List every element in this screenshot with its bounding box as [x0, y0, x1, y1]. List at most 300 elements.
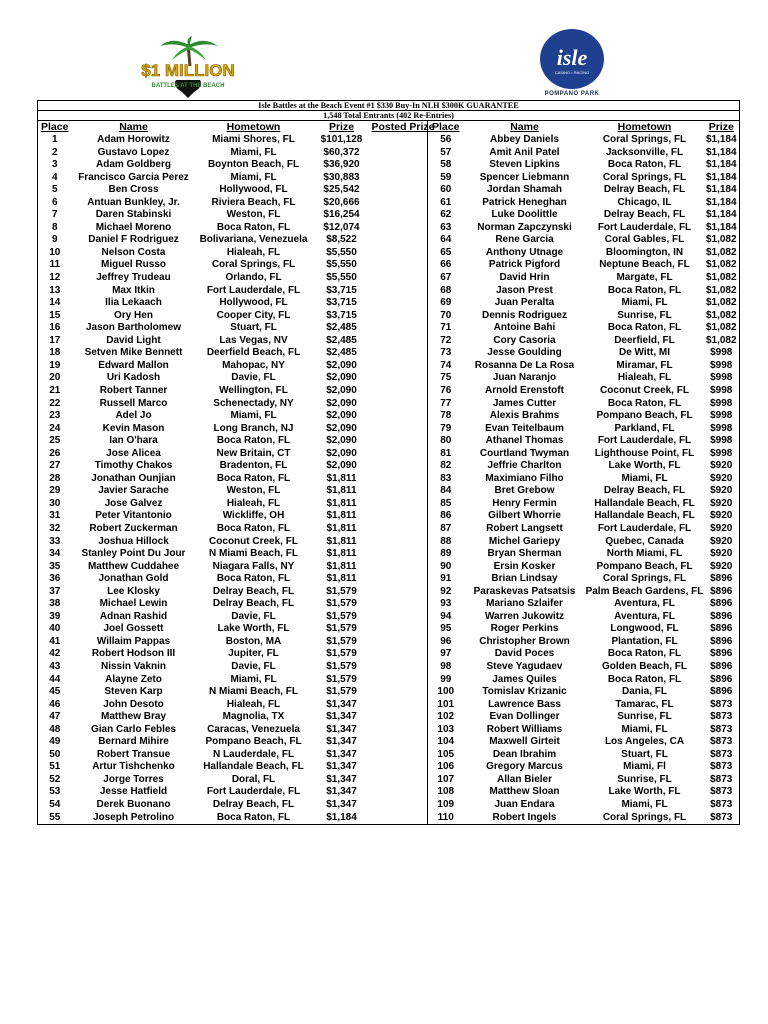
left-place: 4: [38, 172, 72, 185]
table-row: [38, 586, 740, 599]
table-row: [38, 322, 740, 335]
table-row: [38, 259, 740, 272]
right-prize: $920: [704, 473, 740, 486]
right-prize: $896: [704, 598, 740, 611]
left-name: Steven Karp: [104, 686, 163, 698]
left-name: Uri Kadosh: [106, 372, 161, 384]
left-posted-prize: [372, 259, 428, 272]
right-name: Courtland Twyman: [479, 447, 570, 459]
left-posted-prize: [372, 711, 428, 724]
left-prize: $1,579: [326, 585, 357, 597]
left-hometown: Delray Beach, FL: [212, 799, 295, 810]
left-name: Artur Tishchenko: [92, 761, 175, 773]
left-name: Russell Marco: [99, 397, 168, 409]
left-hometown: Bolivariana, Venezuela: [199, 234, 308, 246]
right-hometown: Boca Raton, FL: [607, 159, 682, 171]
left-posted-prize: [372, 335, 428, 348]
left-posted-prize: [372, 247, 428, 260]
isle-location: POMPANO PARK: [544, 91, 600, 97]
left-name: Ilia Lekaach: [105, 297, 162, 309]
table-row: [38, 686, 740, 699]
right-name: Maximiano Filho: [485, 472, 564, 484]
right-name: Mariano Szlaifer: [486, 598, 563, 610]
right-place: 90: [440, 560, 452, 572]
left-prize: $101,128: [320, 134, 363, 146]
left-prize: $5,550: [326, 272, 357, 284]
left-hometown: Miami, FL: [230, 673, 277, 685]
left-posted-prize: [372, 410, 428, 423]
table-row: [38, 661, 740, 674]
right-hometown: Pompano Beach, FL: [596, 560, 693, 572]
left-hometown: Weston, FL: [226, 209, 281, 221]
left-hometown: Schenectady, NY: [213, 397, 294, 409]
right-prize: $1,082: [704, 285, 740, 298]
left-posted-prize: [372, 699, 428, 712]
right-hometown: Coral Gables, FL: [604, 234, 685, 246]
left-posted-prize: [372, 272, 428, 285]
left-name: Adel Jo: [115, 410, 152, 422]
left-place: 43: [38, 661, 72, 674]
table-row: [38, 761, 740, 774]
right-hometown: Jacksonville, FL: [605, 146, 684, 158]
right-hometown: Lake Worth, FL: [608, 460, 681, 472]
right-place: 84: [440, 485, 452, 497]
right-prize: $998: [704, 397, 740, 410]
left-hometown: Magnolia, TX: [222, 711, 285, 723]
left-hometown: Davie, FL: [231, 610, 276, 622]
left-posted-prize: [372, 222, 428, 235]
right-place: 73: [440, 347, 452, 359]
right-hometown: Boca Raton, FL: [607, 397, 682, 409]
left-name: Robert Tanner: [99, 384, 168, 396]
left-place: 11: [38, 259, 72, 272]
right-name: James Cutter: [492, 397, 557, 409]
col-name-right: Name: [510, 121, 539, 134]
left-place: 19: [38, 360, 72, 373]
right-prize: $1,184: [704, 172, 740, 185]
left-posted-prize: [372, 473, 428, 486]
right-prize: $896: [704, 686, 740, 699]
col-prize-right: Prize: [704, 121, 740, 135]
left-prize: $1,347: [326, 698, 357, 710]
right-name: Robert Williams: [486, 723, 563, 735]
left-hometown: Boston, MA: [225, 635, 282, 647]
right-name: Bret Grebow: [494, 485, 555, 497]
table-row: [38, 159, 740, 172]
right-name: Evan Dollinger: [489, 711, 560, 723]
table-row: [38, 485, 740, 498]
right-place: 95: [440, 623, 452, 635]
left-prize: $2,090: [326, 397, 357, 409]
left-name: Matthew Bray: [100, 711, 166, 723]
right-place: 107: [437, 773, 455, 785]
right-name: Alexis Brahms: [489, 410, 560, 422]
right-name: Maxwell Girteit: [489, 736, 560, 748]
left-posted-prize: [372, 749, 428, 762]
left-name: Daren Stabinski: [95, 209, 172, 221]
left-hometown: Miami, FL: [230, 410, 277, 422]
left-name: Francisco Garcia Perez: [78, 171, 189, 183]
right-prize: $998: [704, 435, 740, 448]
left-name: Jesse Hatfield: [99, 786, 168, 798]
left-posted-prize: [372, 548, 428, 561]
left-posted-prize: [372, 347, 428, 360]
left-hometown: Orlando, FL: [225, 272, 282, 284]
right-name: Allan Bieler: [496, 773, 553, 785]
right-hometown: Miami, FL: [621, 297, 668, 309]
table-row: [38, 548, 740, 561]
logo-line1: $1 MILLION: [141, 61, 235, 80]
right-prize: $873: [704, 724, 740, 737]
right-hometown: Lighthouse Point, FL: [594, 447, 695, 459]
left-posted-prize: [372, 674, 428, 687]
left-posted-prize: [372, 360, 428, 373]
left-place: 35: [38, 561, 72, 574]
right-name: Anthony Utnage: [485, 246, 564, 258]
table-row: [38, 711, 740, 724]
table-row: [38, 674, 740, 687]
left-name: Daniel F Rodriguez: [88, 234, 179, 246]
left-place: 49: [38, 736, 72, 749]
left-posted-prize: [372, 812, 428, 825]
left-name: Timothy Chakos: [94, 460, 173, 472]
col-name: Name: [119, 121, 148, 134]
left-posted-prize: [372, 586, 428, 599]
left-posted-prize: [372, 234, 428, 247]
left-place: 13: [38, 285, 72, 298]
left-prize: $1,811: [326, 497, 357, 509]
left-hometown: Hialeah, FL: [226, 497, 281, 509]
right-prize: $998: [704, 385, 740, 398]
right-prize: $873: [704, 761, 740, 774]
right-place: 81: [440, 447, 452, 459]
left-place: 9: [38, 234, 72, 247]
left-prize: $1,347: [326, 736, 357, 748]
table-row: [38, 310, 740, 323]
right-hometown: Delray Beach, FL: [603, 209, 686, 221]
right-place: 61: [440, 196, 452, 208]
right-place: 63: [440, 221, 452, 233]
left-prize: $2,090: [326, 372, 357, 384]
left-prize: $8,522: [326, 234, 357, 246]
left-place: 28: [38, 473, 72, 486]
right-name: Steve Yagudaev: [486, 660, 563, 672]
left-hometown: Boca Raton, FL: [216, 435, 291, 447]
left-posted-prize: [372, 686, 428, 699]
left-name: Jose Alicea: [106, 447, 161, 459]
col-hometown-right: Hometown: [617, 121, 672, 134]
table-row: [38, 648, 740, 661]
table-row: [38, 234, 740, 247]
left-place: 47: [38, 711, 72, 724]
right-prize: $1,184: [704, 209, 740, 222]
left-posted-prize: [372, 799, 428, 812]
left-place: 55: [38, 812, 72, 825]
table-row: [38, 297, 740, 310]
right-name: James Quiles: [492, 673, 557, 685]
left-place: 16: [38, 322, 72, 335]
table-row: [38, 523, 740, 536]
table-row: [38, 372, 740, 385]
right-place: 64: [440, 234, 452, 246]
left-hometown: Fort Lauderdale, FL: [206, 284, 301, 296]
right-hometown: Margate, FL: [616, 272, 673, 284]
left-name: Robert Transue: [96, 748, 171, 760]
col-posted-prize: Posted Prize: [371, 121, 435, 134]
table-row: [38, 347, 740, 360]
right-place: 77: [440, 397, 452, 409]
left-name: Ben Cross: [108, 184, 159, 196]
left-name: Derek Buonano: [96, 799, 171, 810]
left-place: 45: [38, 686, 72, 699]
left-place: 21: [38, 385, 72, 398]
right-prize: $1,082: [704, 335, 740, 348]
right-name: Athanel Thomas: [485, 435, 564, 447]
left-place: 42: [38, 648, 72, 661]
left-hometown: Cooper City, FL: [216, 309, 291, 321]
right-place: 67: [440, 272, 452, 284]
right-prize: $896: [704, 636, 740, 649]
right-hometown: Fort Lauderdale, FL: [597, 221, 692, 233]
left-hometown: Boca Raton, FL: [216, 522, 291, 534]
right-hometown: North Miami, FL: [606, 548, 683, 560]
left-name: Jeffrey Trudeau: [96, 272, 171, 284]
right-hometown: Coral Springs, FL: [586, 812, 704, 825]
right-place: 82: [440, 460, 452, 472]
right-prize: $1,082: [704, 247, 740, 260]
table-row: [38, 736, 740, 749]
right-place: 109: [437, 799, 455, 810]
table-row: [38, 435, 740, 448]
left-prize: $1,347: [326, 723, 357, 735]
left-prize: $2,090: [326, 359, 357, 371]
right-prize: $873: [704, 774, 740, 787]
right-name: Patrick Heneghan: [482, 196, 567, 208]
isle-casino-logo: [537, 28, 607, 100]
left-name: Javier Sarache: [98, 485, 169, 497]
left-name: Willaim Pappas: [96, 635, 171, 647]
left-hometown: Doral, FL: [231, 773, 276, 785]
left-place: 39: [38, 611, 72, 624]
right-hometown: Parkland, FL: [614, 422, 675, 434]
table-row: [38, 699, 740, 712]
right-place: 70: [440, 309, 452, 321]
left-place: 36: [38, 573, 72, 586]
table-row: [38, 774, 740, 787]
left-posted-prize: [372, 786, 428, 799]
right-prize: $873: [704, 812, 740, 825]
left-posted-prize: [372, 460, 428, 473]
right-prize: $1,184: [704, 147, 740, 160]
left-prize: $2,090: [326, 410, 357, 422]
right-hometown: Plantation, FL: [611, 635, 678, 647]
table-row: [38, 611, 740, 624]
right-hometown: Fort Lauderdale, FL: [597, 522, 692, 534]
left-name: Adnan Rashid: [99, 610, 168, 622]
left-hometown: Boca Raton, FL: [196, 812, 312, 825]
right-prize: $873: [704, 736, 740, 749]
right-name: Spencer Liebmann: [479, 171, 570, 183]
right-name: Lawrence Bass: [488, 698, 561, 710]
right-name: Antoine Bahi: [493, 322, 556, 334]
right-hometown: Quebec, Canada: [605, 535, 684, 547]
left-place: 33: [38, 536, 72, 549]
right-hometown: Tamarac, FL: [615, 698, 674, 710]
right-name: Jason Prest: [496, 284, 553, 296]
left-place: 17: [38, 335, 72, 348]
left-prize: $1,184: [312, 812, 372, 825]
left-place: 48: [38, 724, 72, 737]
left-posted-prize: [372, 184, 428, 197]
right-hometown: Miramar, FL: [616, 359, 673, 371]
left-posted-prize: [372, 285, 428, 298]
left-name: Kevin Mason: [102, 422, 165, 434]
left-prize: $1,579: [326, 635, 357, 647]
col-place-right: Place: [432, 121, 460, 134]
right-name: Jesse Goulding: [487, 347, 562, 359]
table-row: [38, 134, 740, 147]
left-prize: $1,811: [326, 522, 357, 534]
table-row: [38, 749, 740, 762]
left-prize: $20,666: [323, 196, 360, 208]
right-hometown: Coconut Creek, FL: [600, 384, 689, 396]
right-prize: $896: [704, 674, 740, 687]
right-hometown: Boca Raton, FL: [607, 648, 682, 660]
left-posted-prize: [372, 510, 428, 523]
right-place: 108: [437, 786, 455, 798]
right-name: Juan Naranjo: [492, 372, 557, 384]
right-place: 101: [437, 698, 455, 710]
left-hometown: Boca Raton, FL: [216, 472, 291, 484]
left-place: 23: [38, 410, 72, 423]
left-place: 20: [38, 372, 72, 385]
left-prize: $2,090: [326, 422, 357, 434]
left-prize: $1,579: [326, 660, 357, 672]
left-posted-prize: [372, 172, 428, 185]
left-place: 40: [38, 623, 72, 636]
left-place: 8: [38, 222, 72, 235]
right-hometown: Pompano Beach, FL: [596, 410, 693, 422]
left-place: 53: [38, 786, 72, 799]
right-name: Henry Fermin: [492, 497, 557, 509]
left-posted-prize: [372, 197, 428, 210]
table-row: [38, 636, 740, 649]
table-row: [38, 222, 740, 235]
right-name: David Hrin: [499, 272, 550, 284]
right-prize: $1,082: [704, 310, 740, 323]
right-place: 89: [440, 548, 452, 560]
left-name: Bernard Mihire: [98, 736, 169, 748]
right-name: Roger Perkins: [490, 623, 559, 635]
table-row: [38, 385, 740, 398]
left-place: 51: [38, 761, 72, 774]
left-name: Michael Lewin: [99, 598, 168, 610]
left-posted-prize: [372, 397, 428, 410]
right-place: 87: [440, 522, 452, 534]
right-hometown: Golden Beach, FL: [601, 660, 687, 672]
left-name: Joshua Hillock: [98, 535, 169, 547]
right-hometown: Stuart, FL: [621, 748, 668, 760]
right-place: 76: [440, 384, 452, 396]
left-prize: $2,485: [326, 334, 357, 346]
left-name: Robert Zuckerman: [89, 522, 178, 534]
right-name: Amit Anil Patel: [489, 146, 560, 158]
right-name: Gilbert Whorrie: [488, 510, 561, 522]
left-hometown: N Miami Beach, FL: [209, 686, 298, 698]
left-name: Adam Goldberg: [95, 159, 171, 171]
left-posted-prize: [372, 435, 428, 448]
right-prize: $920: [704, 498, 740, 511]
right-prize: $896: [704, 623, 740, 636]
right-name: Norman Zapczynski: [477, 221, 572, 233]
left-posted-prize: [372, 598, 428, 611]
left-name: Jose Galvez: [104, 497, 163, 509]
left-posted-prize: [372, 385, 428, 398]
right-place: 106: [437, 761, 455, 773]
left-name: Ory Hen: [114, 309, 153, 321]
right-hometown: Sunrise, FL: [617, 773, 672, 785]
left-hometown: Wellington, FL: [219, 384, 288, 396]
left-place: 2: [38, 147, 72, 160]
left-name: Peter Vitantonio: [95, 510, 172, 522]
left-place: 30: [38, 498, 72, 511]
right-name: Matthew Sloan: [489, 786, 560, 798]
right-place: 86: [440, 510, 452, 522]
left-place: 27: [38, 460, 72, 473]
right-hometown: Delray Beach, FL: [603, 485, 686, 497]
left-prize: $1,347: [326, 786, 357, 798]
right-prize: $896: [704, 648, 740, 661]
left-prize: $1,579: [326, 673, 357, 685]
right-hometown: Boca Raton, FL: [607, 322, 682, 334]
left-place: 31: [38, 510, 72, 523]
left-hometown: Boca Raton, FL: [216, 573, 291, 585]
left-posted-prize: [372, 423, 428, 436]
left-posted-prize: [372, 372, 428, 385]
right-hometown: Coral Springs, FL: [602, 171, 687, 183]
left-hometown: Lake Worth, FL: [217, 623, 290, 635]
right-hometown: Longwood, FL: [610, 623, 679, 635]
left-place: 6: [38, 197, 72, 210]
right-hometown: De Witt, MI: [618, 347, 670, 359]
left-posted-prize: [372, 134, 428, 147]
right-place: 57: [440, 146, 452, 158]
right-place: 110: [428, 812, 464, 825]
table-row: [38, 184, 740, 197]
left-name: Ian O'hara: [109, 435, 158, 447]
left-posted-prize: [372, 661, 428, 674]
right-place: 104: [437, 736, 455, 748]
right-hometown: Neptune Beach, FL: [599, 259, 690, 271]
right-place: 85: [440, 497, 452, 509]
right-hometown: Hallandale Beach, FL: [594, 497, 695, 509]
left-place: 15: [38, 310, 72, 323]
left-hometown: Bradenton, FL: [219, 460, 288, 472]
left-name: Stanley Point Du Jour: [81, 548, 186, 560]
right-name: Warren Jukowitz: [484, 610, 565, 622]
left-posted-prize: [372, 498, 428, 511]
left-posted-prize: [372, 322, 428, 335]
right-place: 60: [440, 184, 452, 196]
left-prize: $36,920: [323, 159, 360, 171]
right-place: 96: [440, 635, 452, 647]
left-name: Edward Mallon: [98, 359, 169, 371]
event-title: Isle Battles at the Beach Event #1 $330 Buy-In NLH $300K GUARANTEE: [38, 101, 740, 111]
right-prize: $896: [704, 611, 740, 624]
left-place: 7: [38, 209, 72, 222]
right-hometown: Hialeah, FL: [617, 372, 672, 384]
right-prize: $998: [704, 410, 740, 423]
